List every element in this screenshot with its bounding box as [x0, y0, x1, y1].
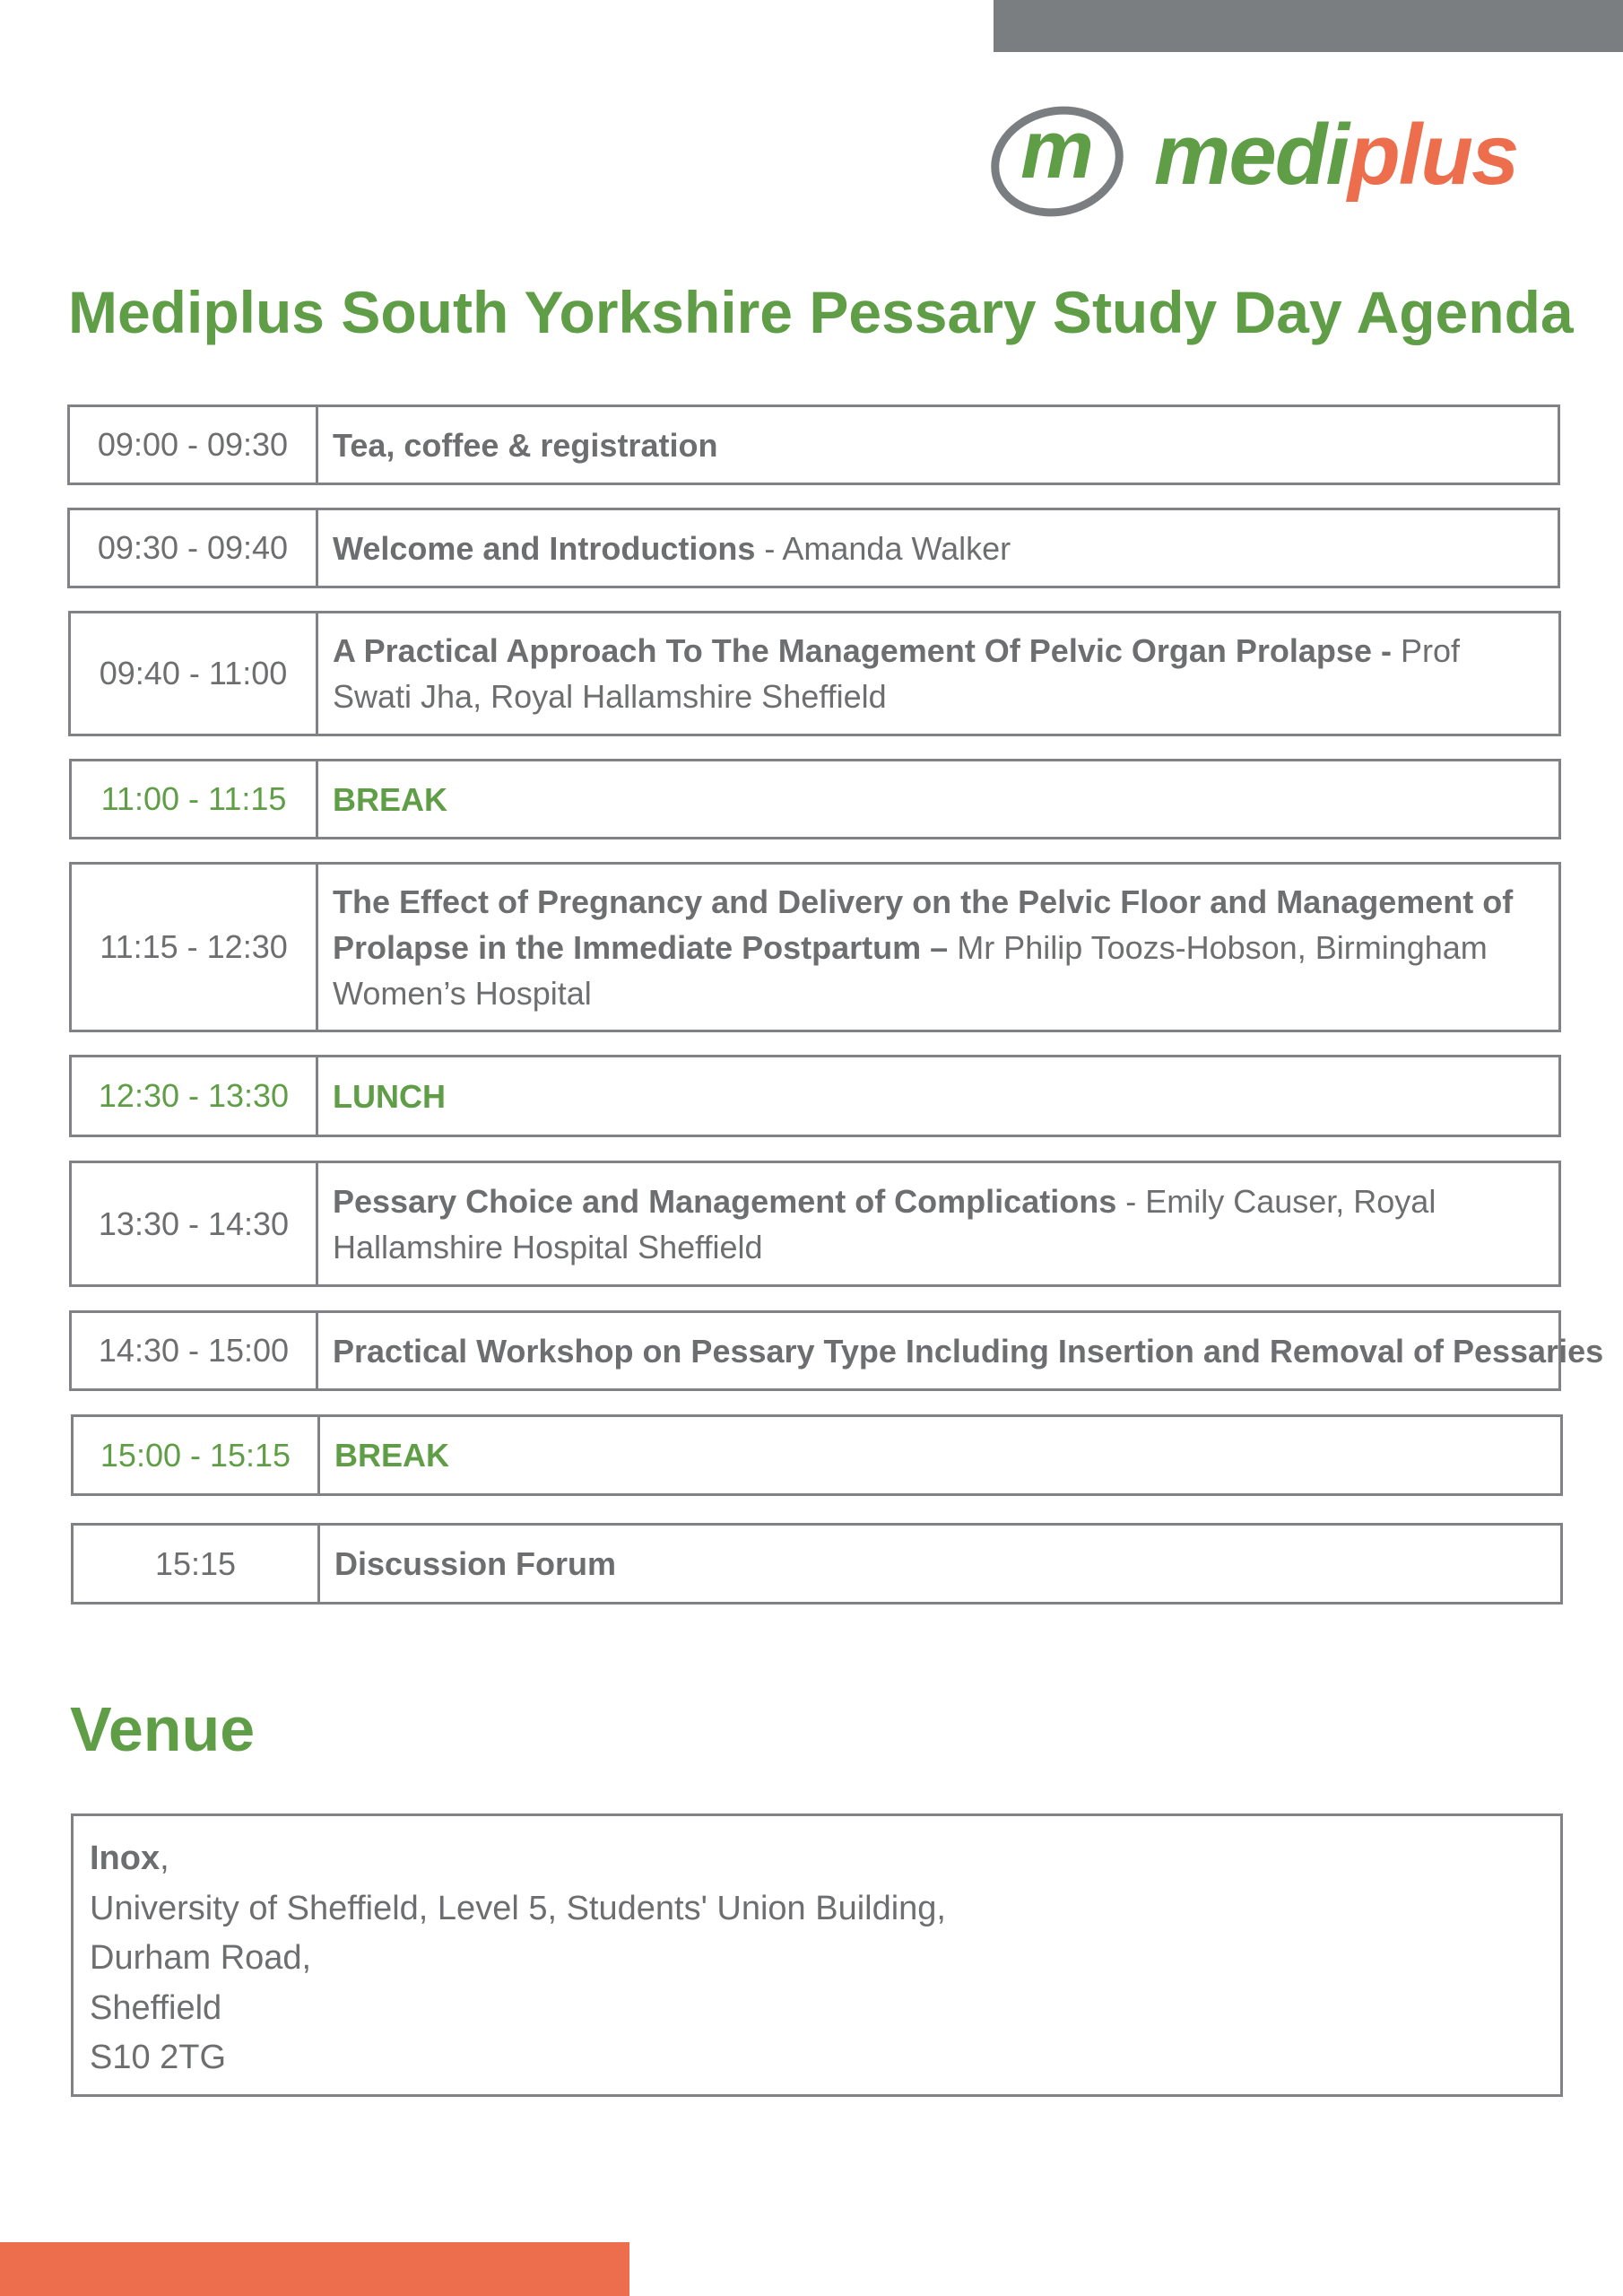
agenda-description	[318, 1163, 1558, 1284]
agenda-separator	[1392, 632, 1401, 669]
agenda-row	[68, 611, 1561, 736]
agenda-speaker: Amanda Walker	[782, 529, 1011, 567]
agenda-title: LUNCH	[333, 1077, 446, 1115]
agenda-row	[71, 1523, 1563, 1605]
logo-wordmark-medi: medi	[1154, 107, 1349, 203]
agenda-time: 12:30 - 13:30	[72, 1057, 318, 1135]
agenda-title: Practical Workshop on Pessary Type Including Insertion and Removal of Pessaries	[333, 1332, 1604, 1370]
agenda-separator: -	[1116, 1182, 1146, 1220]
venue-name-suffix: ,	[160, 1839, 169, 1877]
agenda-speaker: Prof Swati Jha, Royal Hallamshire Sheffield	[333, 632, 1460, 715]
logo-wordmark	[1154, 106, 1517, 204]
agenda-description	[318, 407, 1558, 483]
venue-postcode: S10 2TG	[90, 2039, 227, 2076]
venue-address-line: University of Sheffield, Level 5, Students' Union Building,	[90, 1889, 946, 1927]
agenda-row	[69, 1161, 1561, 1287]
agenda-title: BREAK	[333, 780, 448, 818]
venue-address-line: Durham Road,	[90, 1939, 312, 1977]
agenda-description	[318, 510, 1558, 586]
page-title: Mediplus South Yorkshire Pessary Study Day Agenda	[68, 279, 1574, 345]
agenda-time: 09:30 - 09:40	[70, 510, 318, 586]
agenda-time: 14:30 - 15:00	[72, 1313, 318, 1388]
agenda-separator	[948, 929, 957, 966]
agenda-row-break	[69, 1055, 1561, 1137]
agenda-speaker: Emily Causer, Royal Hallamshire Hospital Sheffield	[333, 1182, 1436, 1265]
agenda-row-break	[71, 1414, 1563, 1496]
agenda-description	[320, 1417, 1560, 1493]
agenda-row	[67, 404, 1560, 485]
mediplus-logo	[991, 100, 1518, 226]
agenda-title: Pessary Choice and Management of Complications	[333, 1182, 1117, 1220]
agenda-title: BREAK	[334, 1437, 450, 1474]
agenda-row	[69, 862, 1561, 1032]
venue-name-line	[90, 1834, 1544, 1884]
agenda-description	[318, 1057, 1558, 1135]
venue-address-box	[71, 1813, 1563, 2097]
agenda-title: A Practical Approach To The Management Of Pelvic Organ Prolapse -	[333, 632, 1392, 669]
agenda-speaker: Mr Philip Toozs-Hobson, Birmingham Women’s Hospital	[333, 928, 1488, 1012]
top-accent-bar	[994, 0, 1623, 52]
agenda-time: 09:40 - 11:00	[71, 613, 318, 734]
logo-mark-icon	[991, 100, 1134, 226]
agenda-title: Welcome and Introductions	[333, 529, 756, 567]
venue-name: Inox	[90, 1839, 161, 1877]
agenda-title: Discussion Forum	[334, 1545, 617, 1582]
agenda-description	[318, 613, 1558, 734]
agenda-description	[318, 1313, 1619, 1388]
logo-wordmark-plus: plus	[1348, 107, 1518, 203]
venue-heading: Venue	[70, 1694, 256, 1764]
agenda-time: 15:15	[74, 1526, 320, 1602]
agenda-title: Tea, coffee & registration	[333, 426, 718, 464]
agenda-time: 15:00 - 15:15	[74, 1417, 320, 1493]
agenda-row	[67, 508, 1560, 588]
bottom-accent-bar	[0, 2242, 629, 2296]
logo-mark-letter: m	[1020, 104, 1094, 196]
agenda-separator: -	[755, 529, 783, 567]
venue-address-line: Sheffield	[90, 1988, 222, 2027]
agenda-time: 09:00 - 09:30	[70, 407, 318, 483]
agenda-description	[318, 865, 1558, 1030]
agenda-title: The Effect of Pregnancy and Delivery on the Pelvic Floor and Management of Prolapse in the Immediate Postpartum –	[333, 883, 1514, 966]
agenda-time: 11:00 - 11:15	[72, 761, 318, 837]
agenda-row-break	[69, 759, 1561, 839]
agenda-description	[318, 761, 1558, 837]
agenda-time: 11:15 - 12:30	[72, 865, 318, 1030]
agenda-time: 13:30 - 14:30	[72, 1163, 318, 1284]
agenda-description	[320, 1526, 1560, 1602]
agenda-row	[69, 1310, 1604, 1391]
